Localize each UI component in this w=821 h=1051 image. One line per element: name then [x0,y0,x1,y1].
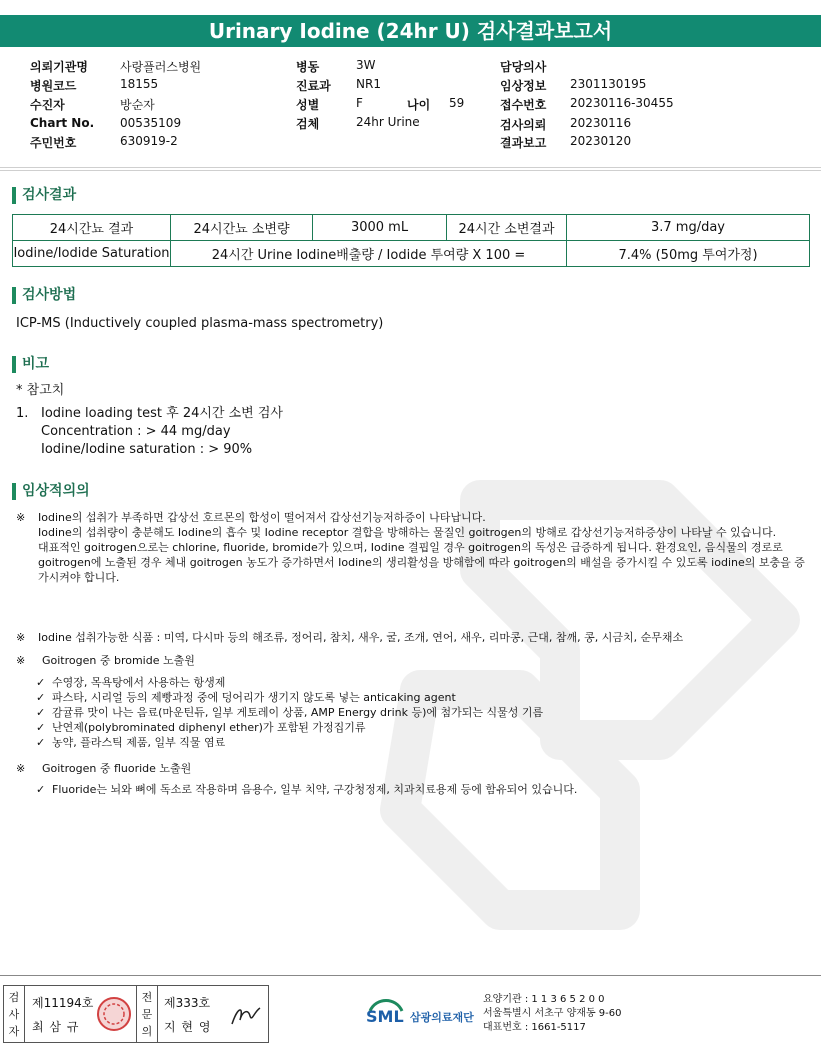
bromide-list [16,675,806,750]
org-address: 서울특별시 서초구 양재동 9-60 [483,1008,622,1019]
info-label: 진료과 [296,79,331,93]
info-value: 3W [356,58,376,72]
org-contact [483,993,622,1035]
section-title-result: 검사결과 [12,187,76,204]
report-title: Urinary Iodine (24hr U) 검사결과보고서 [0,15,821,47]
note-mark: ※ [16,511,26,524]
list-item-text: 수영장, 목욕탕에서 사용하는 항생제 [52,676,226,689]
info-value: 630919-2 [120,134,178,148]
table-cell: 24시간 Urine Iodine배출량 / Iodide 투여량 X 100 = [171,241,567,267]
clinical-foods [16,630,806,645]
table-row [13,241,810,267]
check-icon: ✓ [36,783,46,796]
table-cell: 24시간 소변결과 [447,215,567,241]
info-label: 주민번호 [30,136,77,150]
list-item [16,705,806,720]
remarks-line: Iodine loading test 후 24시간 소변 검사 [41,406,283,421]
section-title-remarks: 비고 [12,356,49,373]
info-value: 20230120 [570,134,632,148]
info-value: 사랑플러스병원 [120,60,202,74]
info-value: 59 [449,96,465,110]
info-label: 검체 [296,117,320,131]
info-label: 병동 [296,60,320,74]
patient-info [0,58,821,156]
info-value: NR1 [356,77,381,91]
info-value: 00535109 [120,116,182,130]
list-item [16,675,806,690]
list-item-text: 난연제(polybrominated diphenyl ether)가 포함된 가정집기류 [52,721,366,734]
note-mark: ※ [16,762,26,775]
signature-box [3,985,269,1043]
list-item-text: 감귤류 맛이 나는 음료(마운틴듀, 일부 게토레이 상품, AMP Energy drink 등)에 첨가되는 식물성 기름 [52,706,544,719]
fluoride-list [16,782,806,797]
info-value: 20230116-30455 [570,96,674,110]
check-icon: ✓ [36,721,46,734]
examiner-license: 제11194호 [32,996,94,1010]
list-item-text: 파스타, 시리얼 등의 제빵과정 중에 덩어리가 생기지 않도록 넣는 anticaking agent [52,691,456,704]
info-label: 의뢰기관명 [30,60,88,74]
info-label: 결과보고 [500,136,547,150]
check-icon: ✓ [36,706,46,719]
result-table [12,214,810,267]
table-row [13,215,810,241]
info-label: 접수번호 [500,98,547,112]
info-label: 수진자 [30,98,65,112]
table-cell: 3000 mL [313,215,447,241]
info-label: 성별 [296,98,320,112]
divider [0,167,821,168]
clinical-bromide [16,653,806,668]
logo-text: SML [366,1007,404,1026]
specialist-label: 전문의 [136,986,158,1042]
info-value: 2301130195 [570,77,647,91]
info-label: 병원코드 [30,79,77,93]
table-cell: 24시간뇨 소변량 [171,215,313,241]
table-cell: 24시간뇨 결과 [13,215,171,241]
specialist-name: 지 현 영 [164,1020,212,1034]
method-text: ICP-MS (Inductively coupled plasma-mass spectrometry) [16,316,384,331]
list-item [16,690,806,705]
info-value: 18155 [120,77,159,91]
clinical-paragraph [16,510,806,585]
footer-divider [0,975,821,976]
info-label: 임상정보 [500,79,547,93]
list-item-text: 농약, 플라스틱 제품, 일부 직물 염료 [52,736,226,749]
clinical-subtitle: Goitrogen 중 fluoride 노출원 [42,762,192,775]
clinical-text: Iodine의 섭취가 부족하면 갑상선 호르몬의 합성이 떨어져서 갑상선기능저하증이 나타납니다. [38,511,486,524]
footer [0,985,821,1045]
clinical-fluoride [16,761,806,776]
list-item-text: Fluoride는 뇌와 뼈에 독소로 작용하며 음용수, 일부 치약, 구강청정제, 치과치료용제 등에 함유되어 있습니다. [52,783,578,796]
divider [0,170,821,171]
section-title-method: 검사방법 [12,287,76,304]
sml-logo [366,995,406,1025]
clinical-subtitle: Goitrogen 중 bromide 노출원 [42,654,195,667]
examiner-name: 최 삼 규 [32,1020,80,1034]
check-icon: ✓ [36,736,46,749]
check-icon: ✓ [36,691,46,704]
clinical-text: Iodine의 섭취량이 충분해도 Iodine의 흡수 및 Iodine receptor 결합을 방해하는 물질인 goitrogen의 방해로 갑상선기능저하증상이 나타날 수 있습니다. [38,526,777,539]
org-phone: 대표번호 : 1661-5117 [483,1022,586,1033]
info-label: 담당의사 [500,60,547,74]
signature-icon [228,1002,264,1030]
info-value: 24hr Urine [356,115,420,129]
check-icon: ✓ [36,676,46,689]
info-value: 20230116 [570,116,632,130]
table-cell: Iodine/Iodide Saturation [13,241,171,267]
info-value: F [356,96,363,110]
list-item [16,720,806,735]
note-mark: ※ [16,631,26,644]
info-label: Chart No. [30,116,95,130]
clinical-text: Iodine 섭취가능한 식품 : 미역, 다시마 등의 해조류, 정어리, 참치, 새우, 굴, 조개, 연어, 새우, 리마콩, 근대, 참깨, 콩, 시금치, 순무채소 [38,631,684,644]
remarks-ref: * 참고치 [16,383,65,398]
list-item [16,782,806,797]
org-code: 요양기관 : 1 1 3 6 5 2 0 0 [483,994,605,1005]
table-cell: 3.7 mg/day [567,215,810,241]
info-label: 나이 [407,98,431,112]
remarks-line: Concentration : > 44 mg/day [41,424,231,439]
info-value: 방순자 [120,98,155,112]
section-title-clinical: 임상적의의 [12,483,90,500]
note-mark: ※ [16,654,26,667]
org-name: 삼광의료재단 [410,1011,474,1024]
list-item [16,735,806,750]
specialist-license: 제333호 [164,996,211,1010]
examiner-label: 검사자 [4,986,25,1042]
remarks-line: Iodine/Iodine saturation : > 90% [41,442,253,457]
seal-stamp-icon [96,996,132,1032]
clinical-text: 대표적인 goitrogen으로는 chlorine, fluoride, bromide가 있으며, Iodine 결핍일 경우 goitrogen의 독성은 급증하게 됩니다. 환경요인, 음식물의 경로로 goitrogen에 노출된 경우 체내 goitrogen 농도가 증가하면서 Iodine의 생리활성을 방해함에 따라 goitrogen의 배설을 증가시킬 수 있도록 iodine의 보충을 증가시켜야 합니다. [38,541,805,584]
remarks-number: 1. [16,406,29,421]
info-label: 검사의뢰 [500,118,547,132]
table-cell: 7.4% (50mg 투여가정) [567,241,810,267]
